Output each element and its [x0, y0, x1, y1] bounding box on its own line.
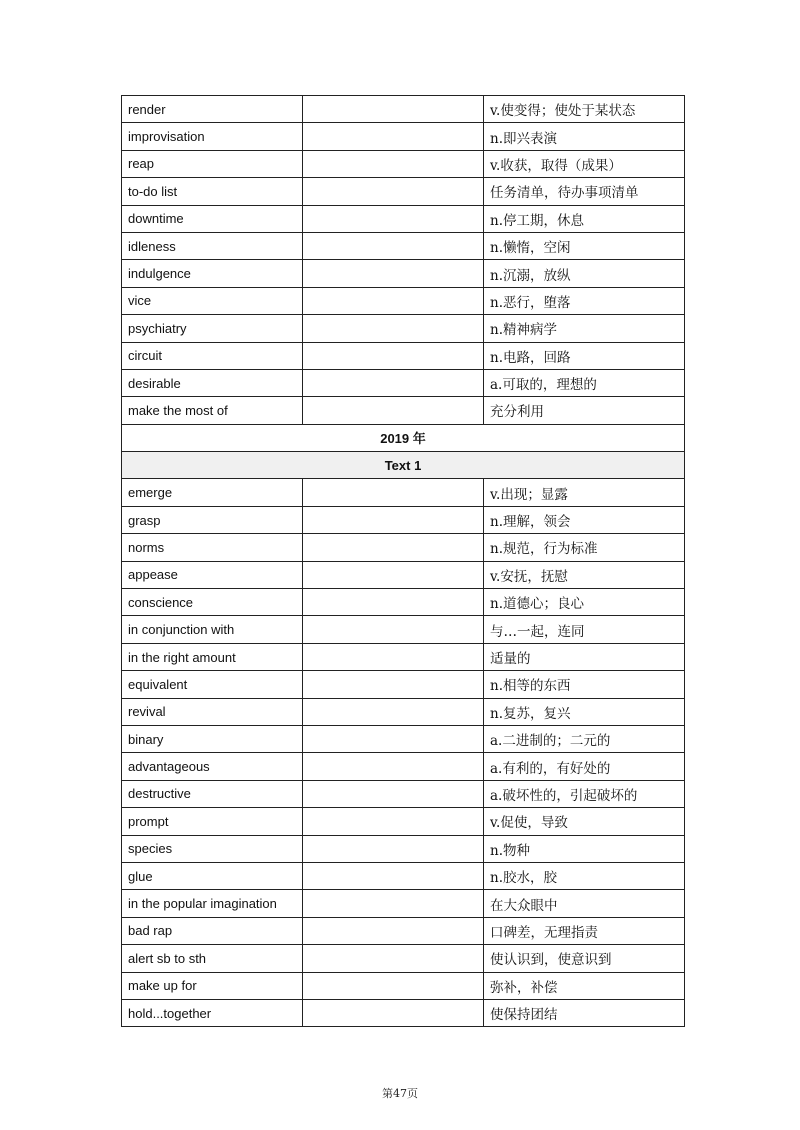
blank-cell: [303, 589, 484, 616]
blank-cell: [303, 397, 484, 424]
word-cell: reap: [122, 150, 303, 177]
meaning-cell: 弥补，补偿: [484, 972, 685, 999]
table-row: [122, 178, 685, 205]
table-row: [122, 808, 685, 835]
word-cell: bad rap: [122, 917, 303, 944]
table-row: [122, 315, 685, 342]
meaning-cell: v.收获，取得（成果）: [484, 150, 685, 177]
word-cell: indulgence: [122, 260, 303, 287]
blank-cell: [303, 260, 484, 287]
meaning-cell: v.使变得；使处于某状态: [484, 96, 685, 123]
meaning-cell: n.理解，领会: [484, 506, 685, 533]
meaning-cell: 适量的: [484, 643, 685, 670]
meaning-cell: a.可取的，理想的: [484, 369, 685, 396]
table-row: [122, 342, 685, 369]
meaning-cell: n.精神病学: [484, 315, 685, 342]
table-row: [122, 232, 685, 259]
word-cell: equivalent: [122, 671, 303, 698]
meaning-cell: 与…一起，连同: [484, 616, 685, 643]
meaning-cell: v.出现；显露: [484, 479, 685, 506]
table-row: [122, 123, 685, 150]
meaning-cell: n.即兴表演: [484, 123, 685, 150]
table-row: [122, 753, 685, 780]
word-cell: hold...together: [122, 999, 303, 1026]
word-cell: to-do list: [122, 178, 303, 205]
table-row: [122, 999, 685, 1026]
blank-cell: [303, 862, 484, 889]
word-cell: alert sb to sth: [122, 945, 303, 972]
blank-cell: [303, 698, 484, 725]
meaning-cell: n.胶水，胶: [484, 862, 685, 889]
blank-cell: [303, 972, 484, 999]
table-row: [122, 369, 685, 396]
word-cell: idleness: [122, 232, 303, 259]
blank-cell: [303, 178, 484, 205]
word-cell: improvisation: [122, 123, 303, 150]
word-cell: render: [122, 96, 303, 123]
table-row: [122, 561, 685, 588]
word-cell: advantageous: [122, 753, 303, 780]
table-row: [122, 260, 685, 287]
meaning-cell: v.安抚，抚慰: [484, 561, 685, 588]
meaning-cell: n.电路，回路: [484, 342, 685, 369]
table-row: [122, 862, 685, 889]
table-row: [122, 945, 685, 972]
word-cell: in conjunction with: [122, 616, 303, 643]
section-headers: [122, 424, 685, 479]
blank-cell: [303, 780, 484, 807]
table-row: [122, 479, 685, 506]
blank-cell: [303, 287, 484, 314]
blank-cell: [303, 561, 484, 588]
meaning-cell: 使认识到，使意识到: [484, 945, 685, 972]
blank-cell: [303, 999, 484, 1026]
table-row: [122, 96, 685, 123]
table-row: [122, 890, 685, 917]
word-cell: emerge: [122, 479, 303, 506]
section-year-row: [122, 424, 685, 451]
word-cell: revival: [122, 698, 303, 725]
blank-cell: [303, 150, 484, 177]
blank-cell: [303, 96, 484, 123]
meaning-cell: n.恶行，堕落: [484, 287, 685, 314]
vocab-group-before: [122, 96, 685, 425]
word-cell: make the most of: [122, 397, 303, 424]
meaning-cell: a.有利的，有好处的: [484, 753, 685, 780]
table-row: [122, 780, 685, 807]
word-cell: in the popular imagination: [122, 890, 303, 917]
table-row: [122, 150, 685, 177]
word-cell: in the right amount: [122, 643, 303, 670]
word-cell: norms: [122, 534, 303, 561]
table-row: [122, 671, 685, 698]
vocabulary-table: [121, 95, 685, 1027]
blank-cell: [303, 616, 484, 643]
blank-cell: [303, 753, 484, 780]
word-cell: glue: [122, 862, 303, 889]
blank-cell: [303, 479, 484, 506]
table-row: [122, 698, 685, 725]
word-cell: binary: [122, 725, 303, 752]
table-row: [122, 725, 685, 752]
meaning-cell: n.规范，行为标准: [484, 534, 685, 561]
meaning-cell: 使保持团结: [484, 999, 685, 1026]
table-row: [122, 917, 685, 944]
blank-cell: [303, 342, 484, 369]
blank-cell: [303, 315, 484, 342]
word-cell: conscience: [122, 589, 303, 616]
word-cell: species: [122, 835, 303, 862]
blank-cell: [303, 945, 484, 972]
table-row: [122, 287, 685, 314]
section-text-row: [122, 452, 685, 479]
table-row: [122, 506, 685, 533]
blank-cell: [303, 205, 484, 232]
section-text-label: Text 1: [122, 452, 685, 479]
blank-cell: [303, 835, 484, 862]
table-row: [122, 397, 685, 424]
word-cell: make up for: [122, 972, 303, 999]
blank-cell: [303, 917, 484, 944]
table-row: [122, 972, 685, 999]
blank-cell: [303, 369, 484, 396]
table-row: [122, 616, 685, 643]
blank-cell: [303, 232, 484, 259]
meaning-cell: n.物种: [484, 835, 685, 862]
word-cell: circuit: [122, 342, 303, 369]
meaning-cell: n.沉溺，放纵: [484, 260, 685, 287]
table-row: [122, 205, 685, 232]
meaning-cell: n.道德心；良心: [484, 589, 685, 616]
meaning-cell: 任务清单，待办事项清单: [484, 178, 685, 205]
word-cell: destructive: [122, 780, 303, 807]
blank-cell: [303, 725, 484, 752]
blank-cell: [303, 506, 484, 533]
meaning-cell: 在大众眼中: [484, 890, 685, 917]
blank-cell: [303, 671, 484, 698]
meaning-cell: n.相等的东西: [484, 671, 685, 698]
meaning-cell: a.二进制的；二元的: [484, 725, 685, 752]
meaning-cell: 口碑差，无理指责: [484, 917, 685, 944]
word-cell: prompt: [122, 808, 303, 835]
blank-cell: [303, 808, 484, 835]
word-cell: grasp: [122, 506, 303, 533]
blank-cell: [303, 123, 484, 150]
meaning-cell: n.复苏，复兴: [484, 698, 685, 725]
meaning-cell: a.破坏性的，引起破坏的: [484, 780, 685, 807]
table-row: [122, 534, 685, 561]
word-cell: desirable: [122, 369, 303, 396]
word-cell: appease: [122, 561, 303, 588]
section-year-label: 2019 年: [122, 424, 685, 451]
word-cell: psychiatry: [122, 315, 303, 342]
blank-cell: [303, 643, 484, 670]
page-number: 第47页: [382, 1087, 418, 1100]
vocab-group-after: [122, 479, 685, 1027]
word-cell: downtime: [122, 205, 303, 232]
meaning-cell: 充分利用: [484, 397, 685, 424]
meaning-cell: v.促使，导致: [484, 808, 685, 835]
meaning-cell: n.停工期，休息: [484, 205, 685, 232]
blank-cell: [303, 890, 484, 917]
table-row: [122, 589, 685, 616]
meaning-cell: n.懒惰，空闲: [484, 232, 685, 259]
table-row: [122, 835, 685, 862]
word-cell: vice: [122, 287, 303, 314]
table-row: [122, 643, 685, 670]
blank-cell: [303, 534, 484, 561]
